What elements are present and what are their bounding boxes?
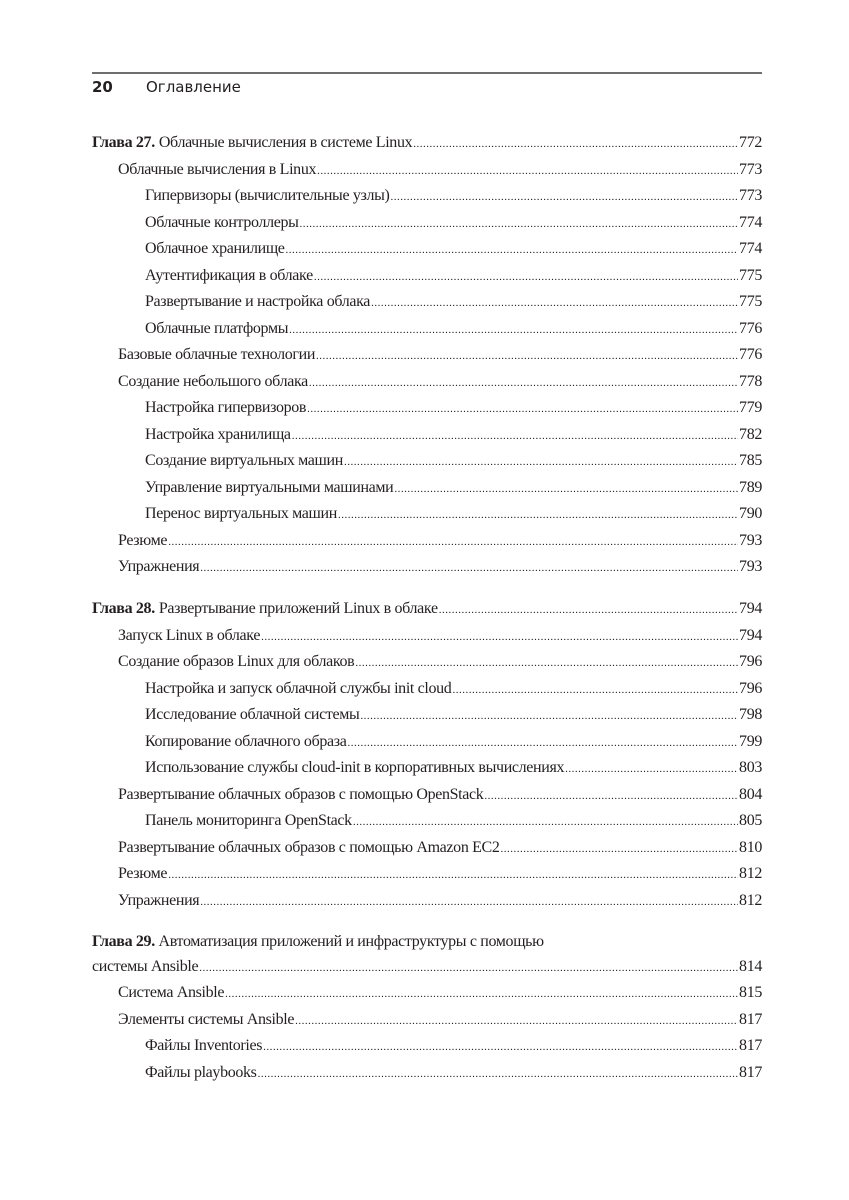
page-ref: 773	[739, 187, 762, 204]
page-number: 20	[92, 78, 113, 96]
entry-title: Создание образов Linux для облаков	[118, 653, 355, 670]
page-ref: 805	[739, 812, 762, 829]
entry-title: Копирование облачного образа	[145, 732, 347, 750]
chapter-title: Автоматизация приложений и инфраструктуры с помощью	[158, 932, 544, 950]
entry-title: Упражнения	[118, 891, 200, 909]
chapter-section	[92, 930, 762, 1087]
dot-leader	[289, 317, 738, 344]
page-ref: 815	[739, 984, 762, 1001]
entry-title: Панель мониторинга OpenStack	[145, 812, 352, 829]
dot-leader	[200, 555, 738, 582]
toc-entry-subsection[interactable]	[92, 236, 762, 263]
page-ref: 779	[739, 399, 762, 416]
page-ref: 812	[739, 865, 762, 882]
entry-title: Развертывание облачных образов с помощью OpenStack	[118, 785, 484, 803]
page-ref: 789	[739, 478, 762, 496]
page-ref: 817	[739, 1037, 762, 1054]
page-ref: 794	[739, 600, 762, 617]
toc-entry-chapter[interactable]	[92, 596, 762, 623]
dot-leader	[317, 158, 738, 185]
page-ref: 817	[739, 1010, 762, 1028]
toc-entry-section[interactable]	[92, 782, 762, 809]
toc-entry-section[interactable]	[92, 157, 762, 184]
toc-entry-subsection[interactable]	[92, 183, 762, 210]
dot-leader	[286, 237, 739, 264]
toc-entry-subsection[interactable]	[92, 1033, 762, 1060]
entry-title: Настройка гипервизоров	[145, 399, 307, 416]
page-ref: 817	[739, 1063, 762, 1081]
chapter-section	[92, 596, 762, 914]
page-ref: 790	[739, 505, 762, 522]
toc-entry-subsection[interactable]	[92, 263, 762, 290]
toc-entry-subsection[interactable]	[92, 395, 762, 422]
dot-leader	[348, 730, 739, 757]
toc-entry-section[interactable]	[92, 623, 762, 650]
page-ref: 778	[739, 372, 762, 390]
chapter-section	[92, 130, 762, 581]
dot-leader	[314, 264, 738, 291]
dot-leader	[353, 809, 738, 836]
dot-leader	[292, 423, 738, 450]
entry-title: Создание виртуальных машин	[145, 452, 343, 469]
toc-entry-section[interactable]	[92, 888, 762, 915]
page-ref: 796	[739, 653, 762, 670]
entry-title: Использование службы cloud-init в корпоративных вычислениях	[145, 759, 565, 776]
toc-entry-subsection[interactable]	[92, 448, 762, 475]
page-ref: 785	[739, 452, 762, 469]
running-header	[92, 78, 241, 96]
dot-leader	[168, 529, 738, 556]
page-ref: 814	[739, 957, 762, 975]
dot-leader	[344, 449, 738, 476]
dot-leader	[371, 290, 738, 317]
toc-entry-subsection[interactable]	[92, 755, 762, 782]
entry-title: Настройка и запуск облачной службы init cloud	[145, 679, 452, 697]
dot-leader	[565, 756, 738, 783]
toc-entry-section[interactable]	[92, 649, 762, 676]
entry-title: Создание небольшого облака	[118, 372, 308, 390]
chapter-label: Глава 29.	[92, 932, 155, 950]
page-ref: 775	[739, 293, 762, 310]
page-ref: 804	[739, 785, 762, 803]
page-ref: 775	[739, 266, 762, 284]
page-ref: 799	[739, 732, 762, 750]
toc-entry-subsection[interactable]	[92, 475, 762, 502]
dot-leader	[225, 981, 738, 1008]
entry-title: Файлы playbooks	[145, 1063, 257, 1081]
dot-leader	[501, 836, 739, 863]
dot-leader	[338, 502, 738, 529]
dot-leader	[360, 703, 738, 730]
entry-title: Исследование облачной системы	[145, 706, 360, 723]
chapter-title-continued: системы Ansible	[92, 957, 199, 975]
chapter-title: Облачные вычисления в системе Linux	[158, 134, 413, 151]
dot-leader	[439, 597, 738, 624]
header-rule	[92, 72, 762, 74]
dot-leader	[390, 184, 738, 211]
page-ref: 803	[739, 759, 762, 776]
entry-title: Перенос виртуальных машин	[145, 505, 337, 522]
entry-title: Облачные платформы	[145, 319, 289, 337]
entry-title: Базовые облачные технологии	[118, 346, 316, 363]
page-ref: 776	[739, 319, 762, 337]
entry-title: Резюме	[118, 531, 168, 549]
page-ref: 794	[739, 626, 762, 644]
entry-title: Гипервизоры (вычислительные узлы)	[145, 187, 390, 204]
table-of-contents	[92, 130, 762, 1102]
page-ref: 796	[739, 679, 762, 697]
dot-leader	[263, 1034, 738, 1061]
page-ref: 810	[739, 838, 762, 856]
entry-title: Запуск Linux в облаке	[118, 626, 261, 644]
toc-entry-section[interactable]	[92, 861, 762, 888]
entry-title: Развертывание и настройка облака	[145, 293, 371, 310]
chapter-label: Глава 28.	[92, 600, 155, 617]
toc-entry-section[interactable]	[92, 342, 762, 369]
dot-leader	[200, 889, 738, 916]
entry-title: Резюме	[118, 865, 168, 882]
entry-title: Развертывание облачных образов с помощью Amazon EC2	[118, 838, 500, 856]
toc-entry-chapter[interactable]	[92, 130, 762, 157]
toc-entry-section[interactable]	[92, 835, 762, 862]
toc-entry-chapter[interactable]	[92, 954, 762, 981]
entry-title: Упражнения	[118, 558, 200, 575]
toc-entry-section[interactable]	[92, 369, 762, 396]
dot-leader	[168, 862, 738, 889]
toc-entry-subsection[interactable]	[92, 702, 762, 729]
entry-title: Аутентификация в облаке	[145, 266, 313, 284]
dot-leader	[484, 783, 738, 810]
chapter-title-line	[92, 930, 762, 954]
dot-leader	[261, 624, 738, 651]
toc-entry-section[interactable]	[92, 980, 762, 1007]
page-ref: 793	[739, 558, 762, 575]
dot-leader	[316, 343, 738, 370]
chapter-label: Глава 27.	[92, 134, 155, 151]
toc-entry-subsection[interactable]	[92, 676, 762, 703]
entry-title: Облачные вычисления в Linux	[118, 160, 317, 178]
page-ref: 782	[739, 425, 762, 443]
toc-entry-subsection[interactable]	[92, 422, 762, 449]
dot-leader	[300, 211, 739, 238]
page-ref: 772	[739, 134, 762, 151]
page-ref: 793	[739, 531, 762, 549]
entry-title: Облачное хранилище	[145, 240, 285, 257]
page-ref: 776	[739, 346, 762, 363]
toc-entry-section[interactable]	[92, 554, 762, 581]
dot-leader	[355, 650, 738, 677]
page-ref: 798	[739, 706, 762, 723]
entry-title: Элементы системы Ansible	[118, 1010, 295, 1028]
dot-leader	[258, 1061, 738, 1088]
dot-leader	[295, 1008, 738, 1035]
entry-title: Файлы Inventories	[145, 1037, 263, 1054]
entry-title: Система Ansible	[118, 984, 225, 1001]
entry-title: Настройка хранилища	[145, 425, 291, 443]
dot-leader	[394, 476, 738, 503]
dot-leader	[413, 131, 738, 158]
toc-entry-subsection[interactable]	[92, 1060, 762, 1087]
dot-leader	[199, 955, 738, 982]
toc-entry-subsection[interactable]	[92, 316, 762, 343]
toc-entry-subsection[interactable]	[92, 210, 762, 237]
toc-entry-subsection[interactable]	[92, 729, 762, 756]
toc-entry-subsection[interactable]	[92, 808, 762, 835]
toc-entry-subsection[interactable]	[92, 289, 762, 316]
chapter-title: Развертывание приложений Linux в облаке	[158, 600, 438, 617]
dot-leader	[452, 677, 738, 704]
page-ref: 812	[739, 891, 762, 909]
toc-entry-section[interactable]	[92, 528, 762, 555]
page-ref: 774	[739, 213, 762, 231]
entry-title: Облачные контроллеры	[145, 213, 299, 231]
entry-title: Управление виртуальными машинами	[145, 478, 394, 496]
running-title: Оглавление	[146, 78, 241, 96]
dot-leader	[309, 370, 738, 397]
toc-entry-section[interactable]	[92, 1007, 762, 1034]
toc-entry-subsection[interactable]	[92, 501, 762, 528]
dot-leader	[307, 396, 738, 423]
page-ref: 773	[739, 160, 762, 178]
page-ref: 774	[739, 240, 762, 257]
